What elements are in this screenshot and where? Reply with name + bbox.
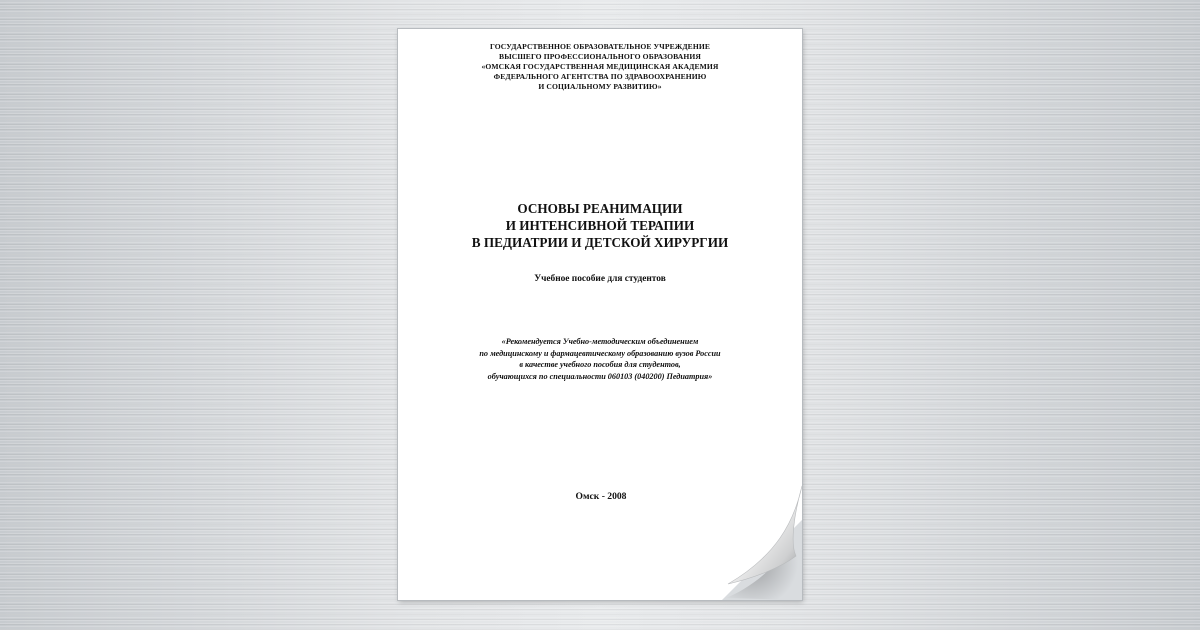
institution-line: «ОМСКАЯ ГОСУДАРСТВЕННАЯ МЕДИЦИНСКАЯ АКАДЕМИЯ: [481, 62, 719, 71]
institution-line: ВЫСШЕГО ПРОФЕССИОНАЛЬНОГО ОБРАЗОВАНИЯ: [499, 52, 701, 61]
recommendation-line: в качестве учебного пособия для студентов,: [519, 360, 681, 369]
document-page: [398, 29, 802, 600]
document-title: [398, 200, 802, 251]
place-and-year: Омск - 2008: [575, 491, 627, 502]
document-subtitle: Учебное пособие для студентов: [534, 274, 666, 284]
institution-line: И СОЦИАЛЬНОМУ РАЗВИТИЮ»: [538, 82, 662, 91]
recommendation-line: по медицинскому и фармацевтическому образованию вузов России: [479, 348, 721, 358]
recommendation-line: обучающихся по специальности 060103 (040200) Педиатрия»: [487, 371, 713, 381]
title-line: В ПЕДИАТРИИ И ДЕТСКОЙ ХИРУРГИИ: [471, 235, 729, 250]
institution-line: ГОСУДАРСТВЕННОЕ ОБРАЗОВАТЕЛЬНОЕ УЧРЕЖДЕНИЕ: [489, 42, 711, 51]
institution-header: [398, 42, 802, 92]
title-line: ОСНОВЫ РЕАНИМАЦИИ: [517, 201, 683, 216]
institution-line: ФЕДЕРАЛЬНОГО АГЕНТСТВА ПО ЗДРАВООХРАНЕНИЮ: [493, 72, 707, 81]
recommendation-line: «Рекомендуется Учебно-методическим объединением: [501, 337, 699, 346]
title-line: И ИНТЕНСИВНОЙ ТЕРАПИИ: [505, 218, 695, 233]
recommendation-block: [398, 336, 802, 382]
